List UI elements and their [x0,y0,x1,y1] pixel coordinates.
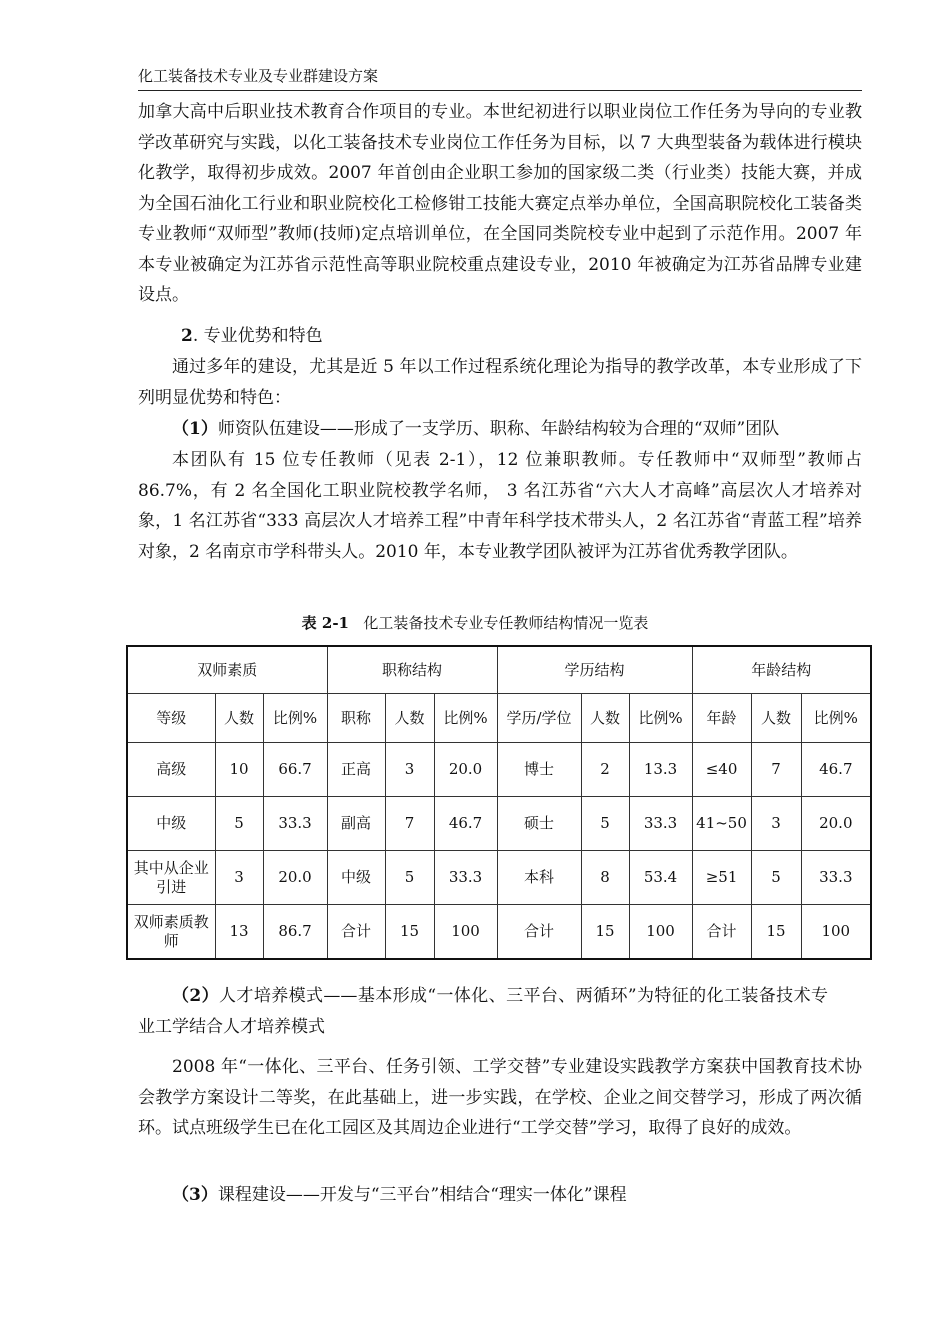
table-cell: 20.0 [263,851,327,905]
section-2-heading: 2. 专业优势和特色 [181,326,323,346]
group-header: 双师素质 [127,646,327,694]
table-cell: ≥51 [692,851,751,905]
table-cell: 15 [385,905,434,960]
column-header: 人数 [581,694,629,743]
column-header: 等级 [127,694,215,743]
table-cell: 5 [581,797,629,851]
group-header: 学历结构 [497,646,692,694]
table-cell: 3 [215,851,263,905]
table-cell: 46.7 [801,743,871,797]
table-cell: 100 [434,905,497,960]
running-header: 化工装备技术专业及专业群建设方案 [138,66,862,91]
table-cell: 41~50 [692,797,751,851]
table-cell: 20.0 [801,797,871,851]
table-cell: 33.3 [263,797,327,851]
section-2-number: 2 [181,326,193,346]
column-header: 比例% [629,694,692,743]
table-cell: 10 [215,743,263,797]
item-3-heading [172,1180,627,1210]
item-3-title: 课程建设——开发与“三平台”相结合“理实一体化”课程 [217,1185,627,1205]
table-subheader-row [127,694,871,743]
table-cell: ≤40 [692,743,751,797]
table-cell: 双师素质教师 [127,905,215,960]
table-caption-text: 化工装备技术专业专任教师结构情况一览表 [363,614,649,632]
table-cell: 100 [629,905,692,960]
item-1-paragraph: 本团队有 15 位专任教师（见表 2-1），12 位兼职教师。专任教师中“双师型”教师占 86.7%，有 2 名全国化工职业院校教学名师， 3 名江苏省“六大人才高峰”高层次人才培养对象，1 名江苏省“333 高层次人才培养工程”中青年科学技术带头人，2 名江苏省“青蓝工程”培养对象，2 名南京市学科带头人。2010 年，本专业教学团队被评为江苏省优秀教学团队。 [138,450,862,562]
table-cell: 中级 [327,851,385,905]
table-cell: 高级 [127,743,215,797]
table-cell: 其中从企业引进 [127,851,215,905]
column-header: 学历/学位 [497,694,581,743]
table-cell: 本科 [497,851,581,905]
section-2-title: 专业优势和特色 [203,326,323,346]
item-2-title: 人才培养模式——基本形成“一体化、三平台、两循环”为特征的化工装备技术专业工学结合人才培养模式 [138,986,828,1037]
item-1-title: 师资队伍建设——形成了一支学历、职称、年龄结构较为合理的“双师”团队 [217,419,780,439]
group-header: 职称结构 [327,646,497,694]
column-header: 职称 [327,694,385,743]
column-header: 人数 [215,694,263,743]
table-cell: 66.7 [263,743,327,797]
table-cell: 100 [801,905,871,960]
table-cell: 合计 [692,905,751,960]
table-cell: 15 [581,905,629,960]
section-2-paragraph: 通过多年的建设，尤其是近 5 年以工作过程系统化理论为指导的教学改革，本专业形成了下列明显优势和特色： [138,357,862,408]
item-1-heading [172,414,779,444]
table-caption [0,612,950,634]
column-header: 比例% [263,694,327,743]
teacher-structure-table [126,645,872,960]
item-2-paragraph: 2008 年“一体化、三平台、任务引领、工学交替”专业建设实践教学方案获中国教育技术协会教学方案设计二等奖，在此基础上，进一步实践，在学校、企业之间交替学习，形成了两次循环。试点班级学生已在化工园区及其周边企业进行“工学交替”学习，取得了良好的成效。 [138,1057,862,1138]
table-cell: 33.3 [801,851,871,905]
table-row [127,743,871,797]
item-2-number: （2） [172,986,220,1006]
column-header: 比例% [801,694,871,743]
table-row [127,905,871,960]
item-3-number: （3） [172,1185,218,1205]
table-cell: 33.3 [629,797,692,851]
table-cell: 3 [751,797,801,851]
table-cell: 副高 [327,797,385,851]
table-cell: 86.7 [263,905,327,960]
table-cell: 33.3 [434,851,497,905]
table-cell: 5 [751,851,801,905]
table-cell: 53.4 [629,851,692,905]
item-1-number: （1） [172,419,218,439]
table-group-header-row [127,646,871,694]
intro-paragraph: 加拿大高中后职业技术教育合作项目的专业。本世纪初进行以职业岗位工作任务为导向的专业教学改革研究与实践，以化工装备技术专业岗位工作任务为目标，以 7 大典型装备为载体进行模块化教学，取得初步成效。2007 年首创由企业职工参加的国家级二类（行业类）技能大赛，并成为全国石油化工行业和职业院校化工检修钳工技能大赛定点举办单位，全国高职院校化工装备类专业教师“双师型”教师(技师)定点培训单位，在全国同类院校专业中起到了示范作用。2007 年本专业被确定为江苏省示范性高等职业院校重点建设专业，2010 年被确定为江苏省品牌专业建设点。 [138,102,862,305]
group-header: 年龄结构 [692,646,871,694]
column-header: 年龄 [692,694,751,743]
table-cell: 硕士 [497,797,581,851]
table-cell: 8 [581,851,629,905]
table-cell: 合计 [497,905,581,960]
item-2-heading [138,981,828,1042]
column-header: 比例% [434,694,497,743]
column-header: 人数 [385,694,434,743]
table-cell: 15 [751,905,801,960]
table-cell: 5 [385,851,434,905]
table-cell: 正高 [327,743,385,797]
table-cell: 20.0 [434,743,497,797]
table-cell: 合计 [327,905,385,960]
table-cell: 13.3 [629,743,692,797]
column-header: 人数 [751,694,801,743]
table-cell: 博士 [497,743,581,797]
table-row [127,797,871,851]
table-cell: 中级 [127,797,215,851]
table-cell: 7 [751,743,801,797]
table-cell: 7 [385,797,434,851]
table-cell: 13 [215,905,263,960]
table-cell: 46.7 [434,797,497,851]
table-row [127,851,871,905]
table-caption-label: 表 2-1 [301,614,349,632]
table-cell: 5 [215,797,263,851]
table-cell: 3 [385,743,434,797]
table-cell: 2 [581,743,629,797]
